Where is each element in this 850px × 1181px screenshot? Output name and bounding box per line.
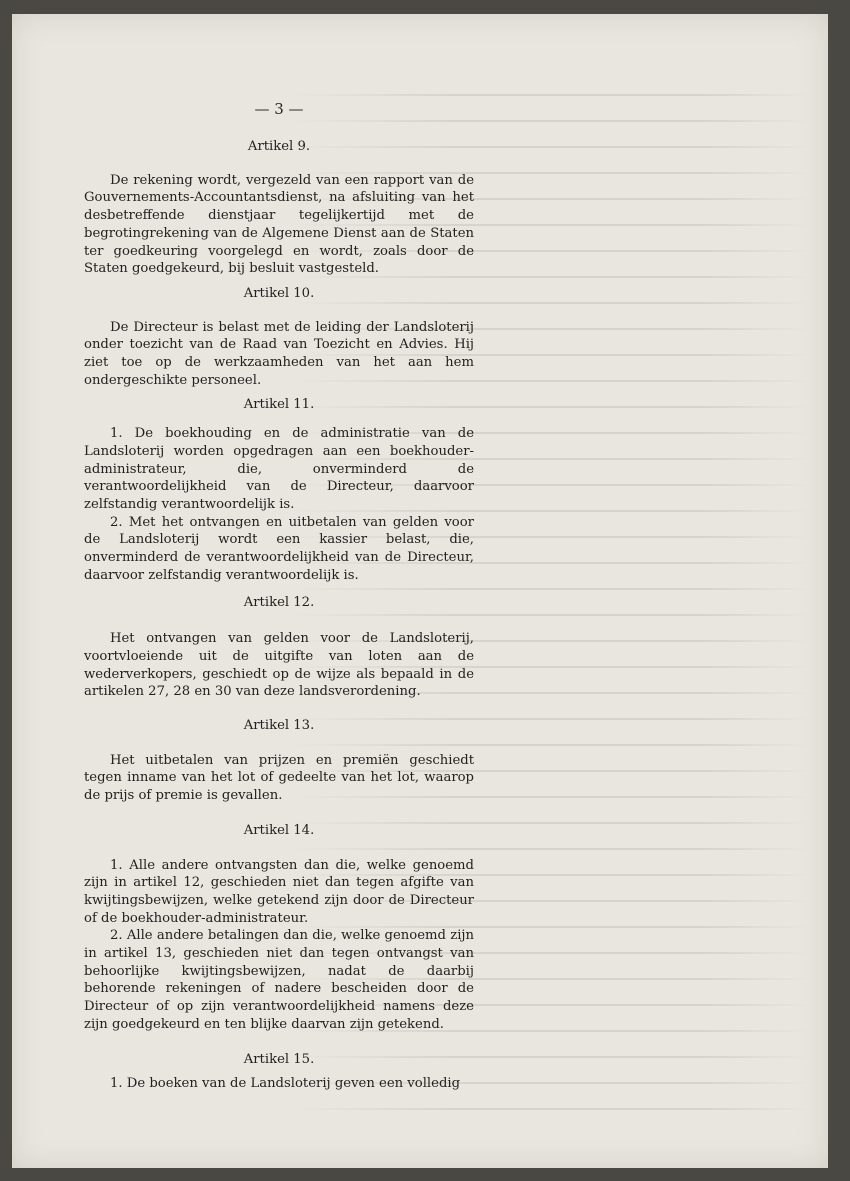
article-12-paragraph: Het ontvangen van gelden voor de Landsloterij, voortvloeiende uit de uitgifte van loten aan de wederverkopers, geschiedt op de wijze als bepaald in de artikelen 27, 28 en 30 van deze landsverordening. (84, 631, 474, 700)
document-page (12, 14, 828, 1168)
article-13-heading: Artikel 13. (243, 717, 315, 733)
article-9-paragraph: De rekening wordt, vergezeld van een rapport van de Gouvernements-Accountantsdienst, na afsluiting van het desbetreffende dienstjaar tegelijkertijd met de begrotingrekening van de Algemene Dienst aan de Staten ter goedkeuring voorgelegd en wordt, zoals door de Staten goedgekeurd, bij besluit vastgesteld. (84, 172, 474, 277)
article-14-heading: Artikel 14. (243, 822, 315, 838)
document-body (84, 132, 474, 1093)
article-13-paragraph: Het uitbetalen van prijzen en premiën geschiedt tegen inname van het lot of gedeelte van het lot, waarop de prijs of premie is gevallen. (84, 752, 474, 804)
article-11-heading: Artikel 11. (243, 397, 315, 413)
article-11-paragraph-1: 1. De boekhouding en de administratie van de Landsloterij worden opgedragen aan een boekhouder-administrateur, die, onverminderd de verantwoordelijkheid van de Directeur, daarvoor zelfstandig verantwoordelijk is. (84, 426, 474, 512)
article-12-heading: Artikel 12. (243, 595, 315, 611)
page-number: — 3 — (254, 100, 304, 118)
article-10-paragraph: De Directeur is belast met de leiding der Landsloterij onder toezicht van de Raad van Toezicht en Advies. Hij ziet toe op de werkzaamheden van het aan hem ondergeschikte personeel. (84, 319, 474, 388)
article-14-paragraph-2: 2. Alle andere betalingen dan die, welke genoemd zijn in artikel 13, geschieden niet dan tegen ontvangst van behoorlijke kwijtingsbewijzen, nadat de daarbij behorende rekeningen of nadere bescheiden door de Directeur of op zijn verantwoordelijkheid namens deze zijn goedgekeurd en ten blijke daarvan zijn getekend. (84, 928, 474, 1032)
article-11-paragraph-2: 2. Met het ontvangen en uitbetalen van gelden voor de Landsloterij wordt een kassier belast, die, onverminderd de verantwoordelijkheid van de Directeur, daarvoor zelfstandig verantwoordelijk is. (84, 514, 474, 583)
article-9-heading: Artikel 9. (247, 139, 311, 154)
article-15-paragraph-1: 1. De boeken van de Landsloterij geven een volledig (110, 1076, 461, 1092)
article-10-heading: Artikel 10. (243, 285, 315, 301)
article-15-heading: Artikel 15. (243, 1051, 315, 1067)
article-14-paragraph-1: 1. Alle andere ontvangsten dan die, welke genoemd zijn in artikel 12, geschieden niet dan tegen afgifte van kwijtingsbewijzen, welke getekend zijn door de Directeur of de boekhouder-administrateur. (84, 857, 474, 926)
